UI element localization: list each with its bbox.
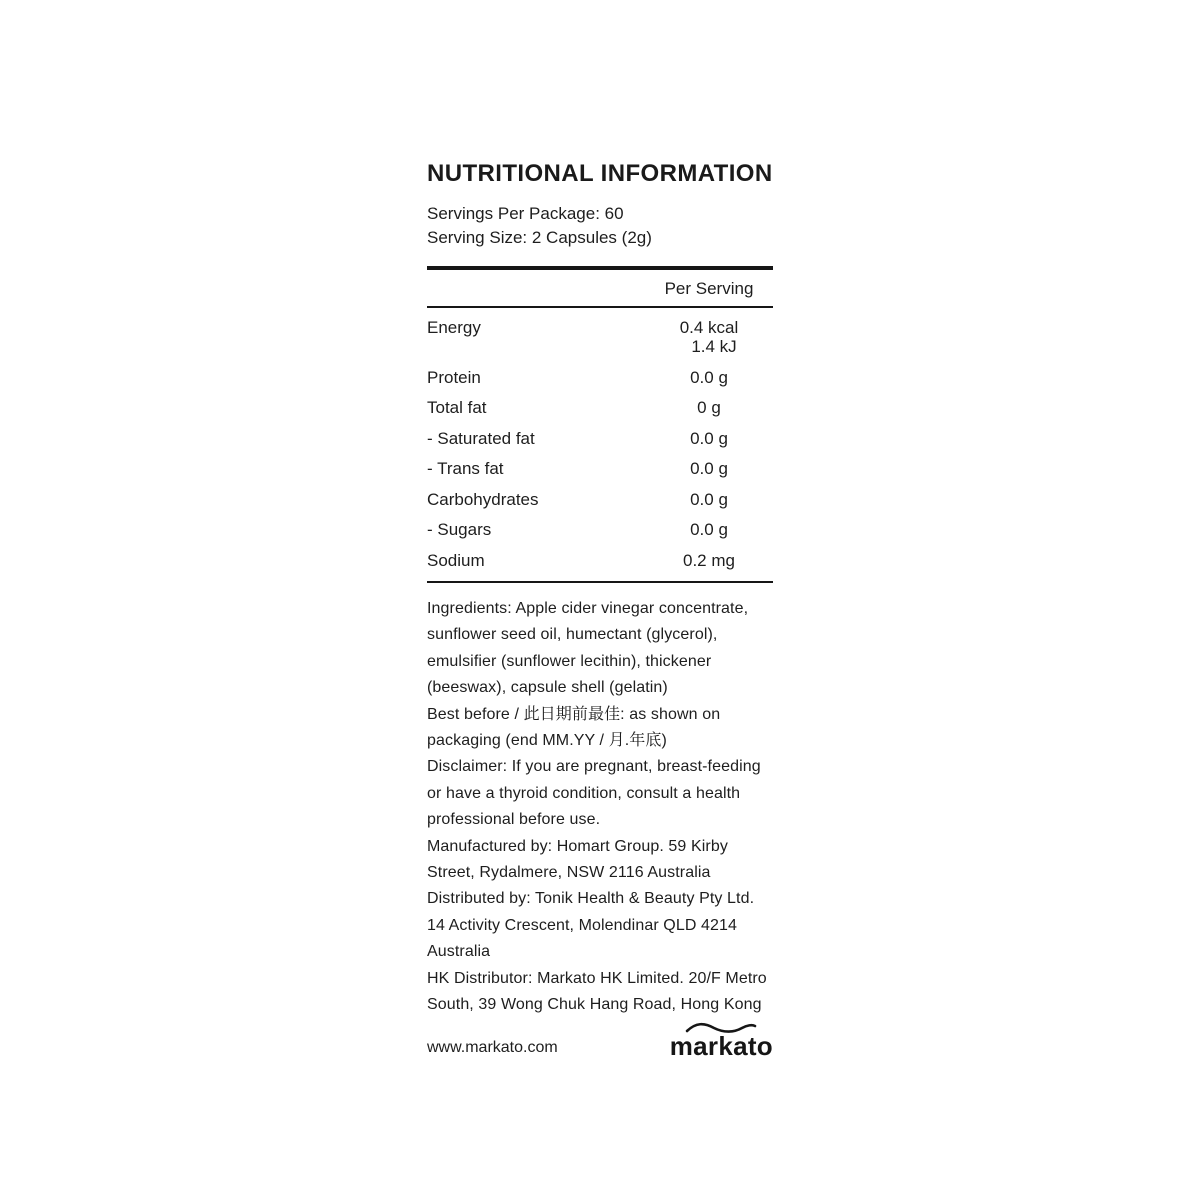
nutrient-name: Sodium: [427, 550, 485, 570]
servings-per-package: Servings Per Package: 60: [427, 204, 624, 223]
nutrient-value: 0 g: [697, 398, 721, 417]
nutrient-name: - Sugars: [427, 520, 492, 539]
nutrition-table-body: [427, 308, 773, 570]
nutrient-value: 0.0 g: [690, 428, 728, 448]
serving-size: Serving Size: 2 Capsules (2g): [427, 227, 652, 247]
label-fine-print: [427, 596, 773, 1019]
nutrient-name: - Trans fat: [427, 459, 504, 478]
nutrient-name: Energy: [427, 318, 481, 337]
label-footer: [427, 1019, 773, 1062]
table-row: [427, 551, 773, 570]
table-row: [427, 368, 773, 387]
nutrition-label: [427, 0, 773, 1061]
per-serving-column-header: Per Serving: [664, 279, 754, 298]
table-row: [427, 459, 773, 478]
markato-logo: [670, 1019, 773, 1062]
nutrient-name: Total fat: [427, 398, 487, 417]
table-row: [427, 429, 773, 448]
distributor-text: Distributed by: Tonik Health & Beauty Pty Ltd. 14 Activity Crescent, Molendinar QLD 4214 Australia: [427, 890, 755, 961]
best-before-text: Best before / 此日期前最佳: as shown on packaging (end MM.YY / 月.年底): [427, 705, 721, 750]
nutrient-value: 0.0 g: [690, 367, 728, 387]
hk-distributor-text: HK Distributor: Markato HK Limited. 20/F Metro South, 39 Wong Chuk Hang Road, Hong Kong: [427, 969, 767, 1014]
table-row: [427, 318, 773, 356]
disclaimer-text: Disclaimer: If you are pregnant, breast-feeding or have a thyroid condition, consult a health professional before use.: [427, 758, 761, 829]
nutrient-name: Carbohydrates: [427, 489, 539, 509]
nutrient-name: - Saturated fat: [427, 428, 535, 448]
nutrient-value: 0.0 g: [690, 489, 728, 509]
page-title: NUTRITIONAL INFORMATION: [427, 160, 773, 187]
table-row: [427, 490, 773, 509]
table-row: [427, 520, 773, 539]
table-header-row: [427, 270, 773, 306]
nutrient-value: 0.0 g: [690, 520, 728, 539]
nutrient-name: Protein: [427, 367, 481, 387]
nutrient-value: 0.0 g: [690, 459, 728, 478]
nutrient-value: 0.2 mg: [683, 550, 735, 570]
table-row: [427, 398, 773, 417]
logo-wordmark: markato: [669, 1030, 773, 1061]
nutrient-value: 0.4 kcal 1.4 kJ: [679, 318, 739, 356]
manufacturer-text: Manufactured by: Homart Group. 59 Kirby Street, Rydalmere, NSW 2116 Australia: [427, 837, 728, 882]
table-bottom-rule: [427, 581, 773, 583]
ingredients-text: Ingredients: Apple cider vinegar concentrate, sunflower seed oil, humectant (glycerol), emulsifier (sunflower lecithin), thickener (beeswax), capsule shell (gelatin): [427, 600, 749, 697]
website-text: www.markato.com: [427, 1038, 558, 1056]
